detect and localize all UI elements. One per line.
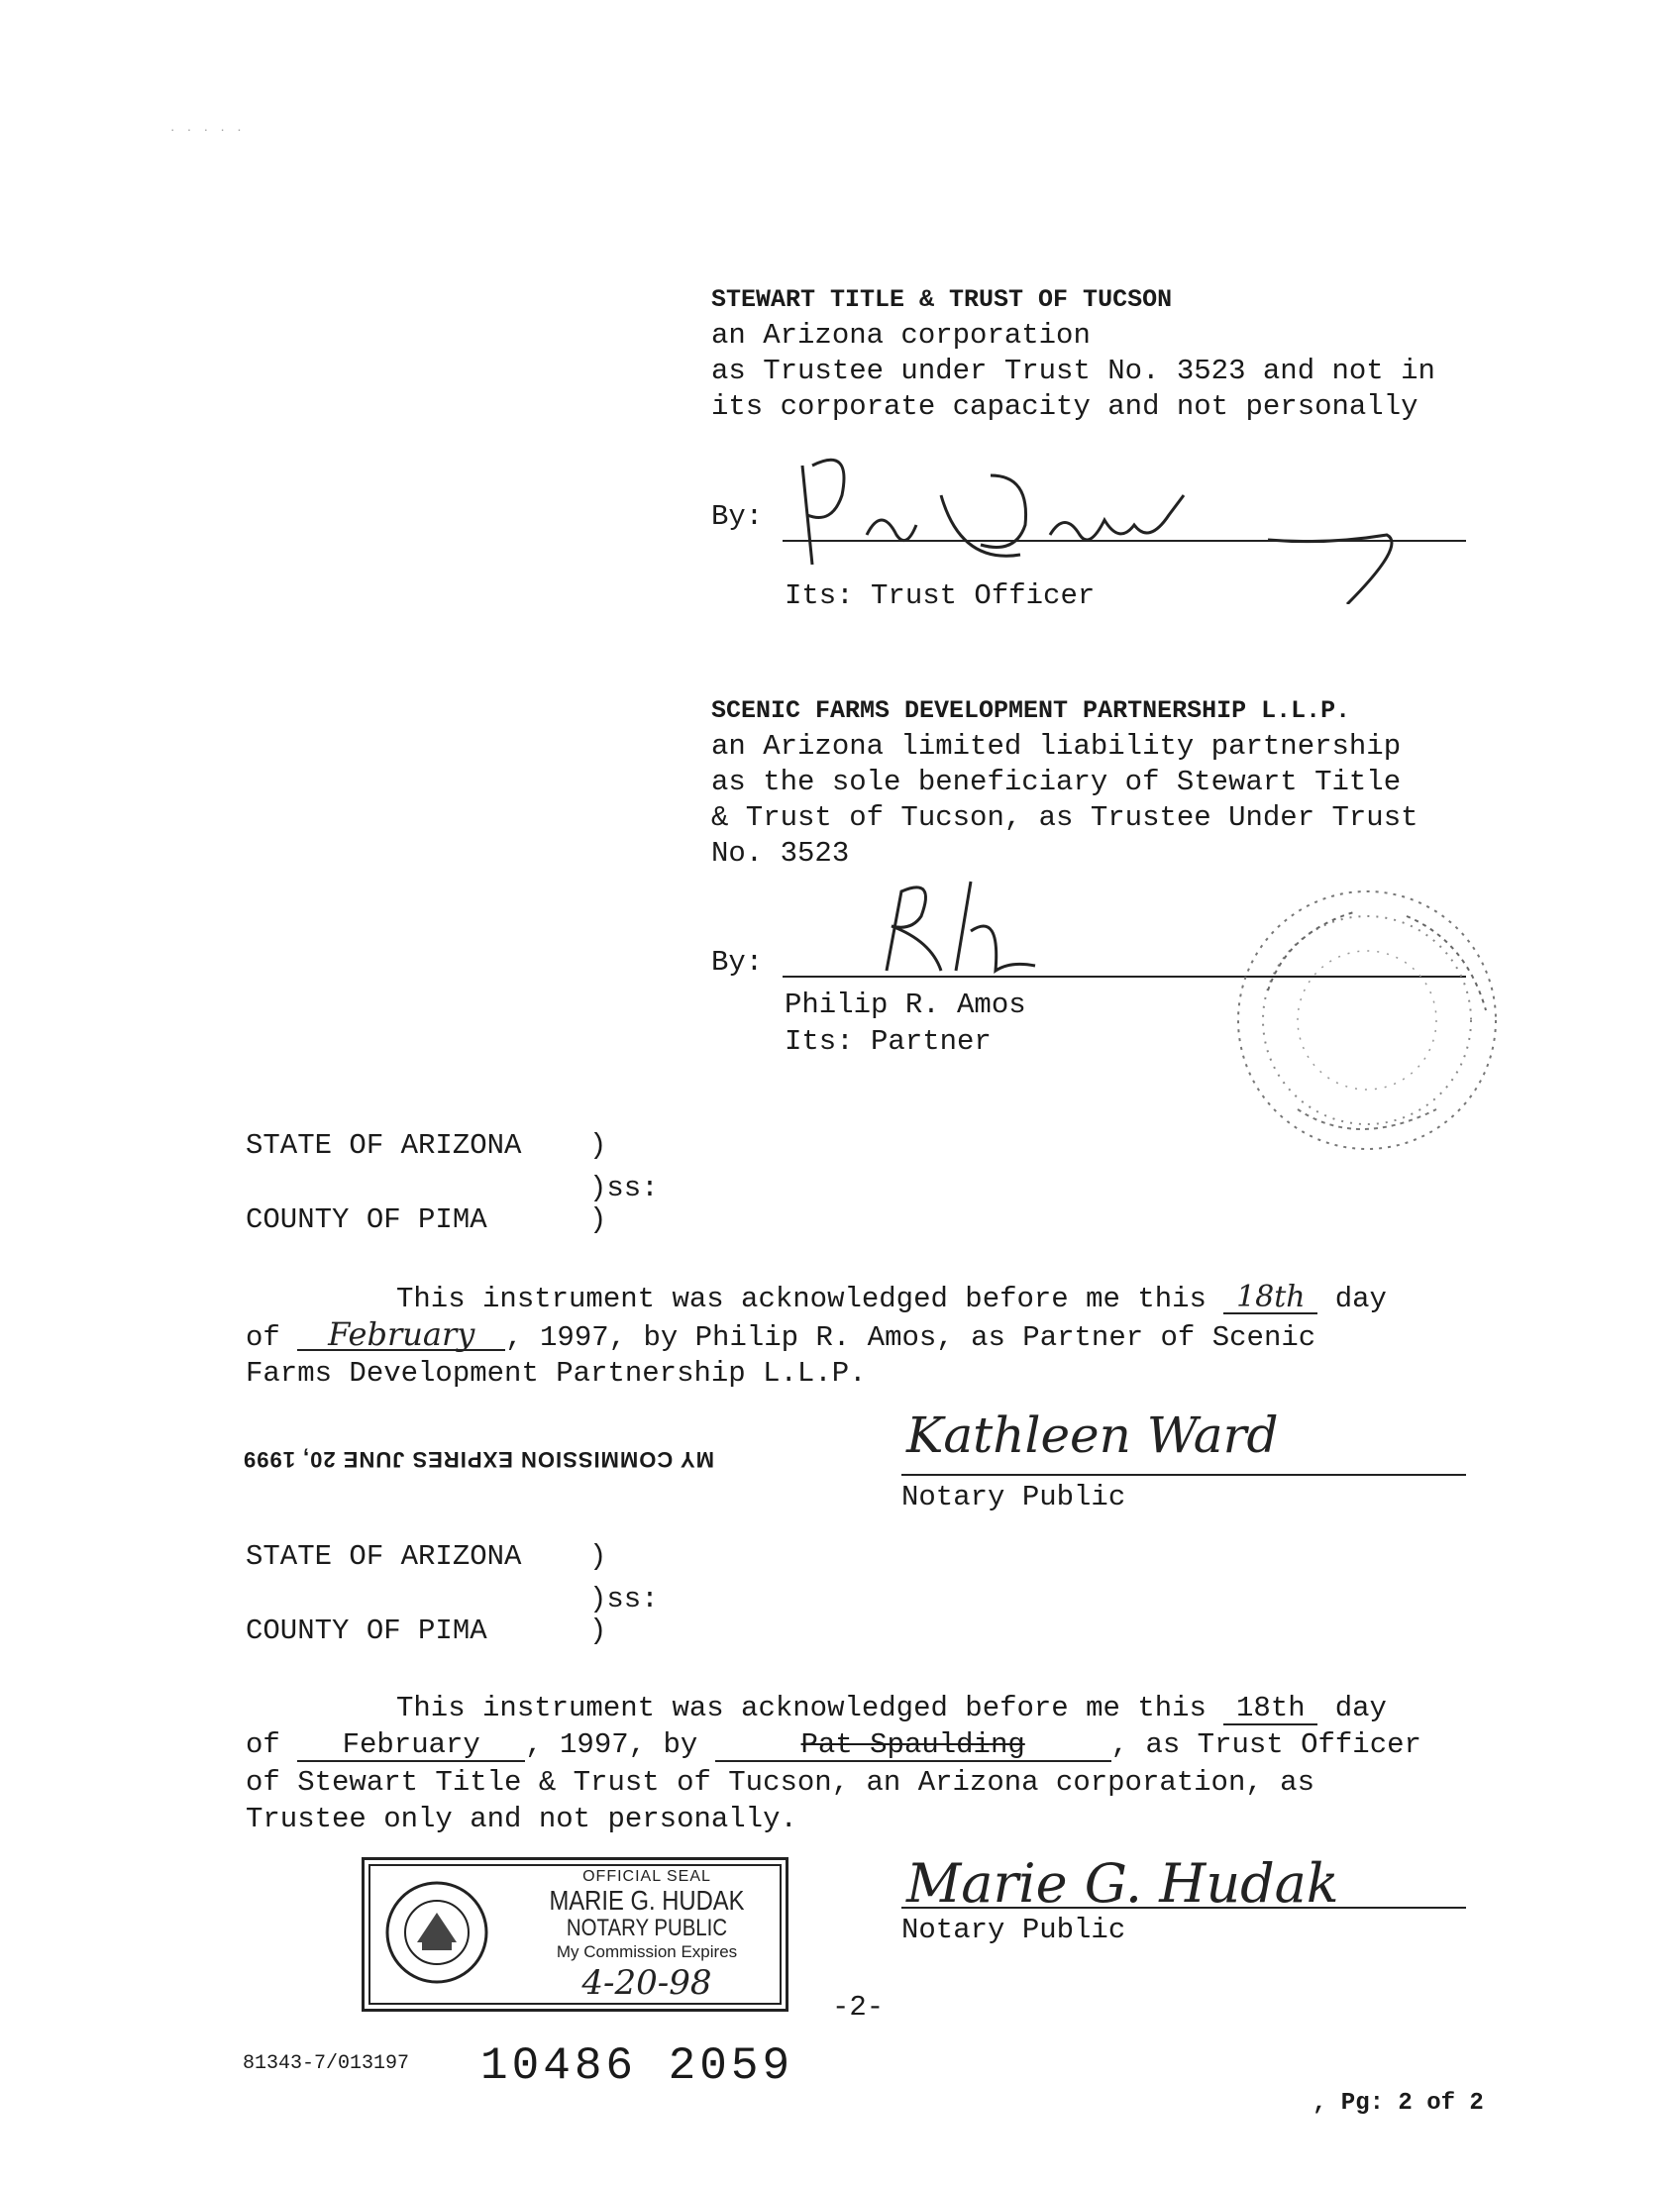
venue2-ss: )ss:: [589, 1583, 659, 1615]
trustee-line-3: its corporate capacity and not personally: [711, 390, 1418, 423]
document-number: 10486 2059: [480, 2040, 794, 2092]
trustee-by-label: By:: [711, 500, 764, 533]
notary1-signature: Kathleen Ward: [906, 1406, 1279, 1464]
ack2-name: Pat Spaulding: [715, 1730, 1111, 1762]
partnership-line-1: an Arizona limited liability partnership: [711, 730, 1402, 763]
partnership-by-label: By:: [711, 946, 764, 979]
venue1-state: STATE OF ARIZONA: [246, 1129, 522, 1162]
ack2-text-1a: This instrument was acknowledged before me this: [396, 1692, 1207, 1724]
venue2-paren-top: ): [589, 1540, 607, 1573]
seal-title: OFFICIAL SEAL: [582, 1868, 711, 1885]
commission-stamp: [243, 1446, 714, 1472]
trustee-block: [711, 282, 1435, 425]
ack1-line-1: [396, 1280, 1387, 1315]
ack1-line-2: [246, 1315, 1316, 1354]
venue2-paren-bottom: ): [589, 1614, 607, 1647]
page-marker: -2-: [832, 1991, 885, 2024]
trustee-its-label: Its: Trust Officer: [785, 579, 1096, 612]
partnership-its-label: Its: Partner: [785, 1025, 992, 1058]
corporate-seal: [1208, 872, 1525, 1169]
ack1-day: 18th: [1223, 1283, 1317, 1314]
ack2-text-2b: , 1997, by: [525, 1728, 698, 1761]
seal-role: NOTARY PUBLIC: [566, 1915, 728, 1941]
partner-signature: [862, 872, 1040, 981]
seal-expires-label: My Commission Expires: [556, 1942, 738, 1961]
partnership-line-2: as the sole beneficiary of Stewart Title: [711, 766, 1402, 798]
seal-name: MARIE G. HUDAK: [549, 1885, 745, 1916]
commission-stamp-text: MY COMMISSION EXPIRES JUNE 20, 1999: [243, 1447, 714, 1472]
ack2-line-3: of Stewart Title & Trust of Tucson, an Arizona corporation, as: [246, 1766, 1314, 1799]
partnership-block: [711, 693, 1418, 872]
partnership-line-3: & Trust of Tucson, as Trustee Under Trust: [711, 801, 1418, 834]
ack1-text-2a: of: [246, 1321, 280, 1354]
trustee-line-1: an Arizona corporation: [711, 319, 1091, 352]
ack1-line-3: Farms Development Partnership L.L.P.: [246, 1357, 867, 1390]
trustee-line-2: as Trustee under Trust No. 3523 and not in: [711, 355, 1435, 387]
ack2-line-2: [246, 1728, 1421, 1762]
seal-text: [523, 1868, 771, 2005]
scan-speck: ˙ ˙ ˙ ˙ ˙: [168, 129, 244, 145]
venue2-state: STATE OF ARIZONA: [246, 1540, 522, 1573]
ack2-day: 18th: [1223, 1694, 1317, 1725]
partnership-signer-name: Philip R. Amos: [785, 989, 1026, 1021]
venue1-paren-top: ): [589, 1129, 607, 1162]
ack1-text-1b: day: [1334, 1283, 1387, 1315]
ack1-text-1a: This instrument was acknowledged before me this: [396, 1283, 1207, 1315]
venue1-county: COUNTY OF PIMA: [246, 1203, 487, 1236]
notary-seal: [362, 1857, 788, 2012]
ack2-line-1: [396, 1692, 1387, 1725]
ack1-text-2b: , 1997, by Philip R. Amos, as Partner of Scenic: [505, 1321, 1316, 1354]
page-count: , Pg: 2 of 2: [1312, 2090, 1484, 2117]
ack2-text-2c: , as Trust Officer: [1110, 1728, 1421, 1761]
venue1-paren-bottom: ): [589, 1203, 607, 1236]
ack2-month: February: [297, 1730, 525, 1762]
notary2-signature-line: [901, 1907, 1466, 1909]
ack2-text-2a: of: [246, 1728, 280, 1761]
arizona-seal-icon: [382, 1878, 491, 1987]
ack1-month: February: [297, 1319, 505, 1351]
notary1-label: Notary Public: [901, 1481, 1126, 1513]
trustee-name: STEWART TITLE & TRUST OF TUCSON: [711, 285, 1173, 314]
partnership-line-4: No. 3523: [711, 837, 850, 870]
trust-officer-signature: [792, 406, 1426, 604]
ack2-line-4: Trustee only and not personally.: [246, 1803, 797, 1835]
notary2-signature: Marie G. Hudak: [906, 1852, 1339, 1915]
venue2-county: COUNTY OF PIMA: [246, 1614, 487, 1647]
notary1-signature-line: [901, 1474, 1466, 1476]
partnership-name: SCENIC FARMS DEVELOPMENT PARTNERSHIP L.L.P.: [711, 696, 1351, 725]
seal-expires-date: 4-20-98: [562, 1963, 731, 2005]
ack2-text-1b: day: [1334, 1692, 1387, 1724]
venue1-ss: )ss:: [589, 1172, 659, 1204]
file-reference: 81343-7/013197: [243, 2052, 410, 2075]
notary2-label: Notary Public: [901, 1914, 1126, 1946]
